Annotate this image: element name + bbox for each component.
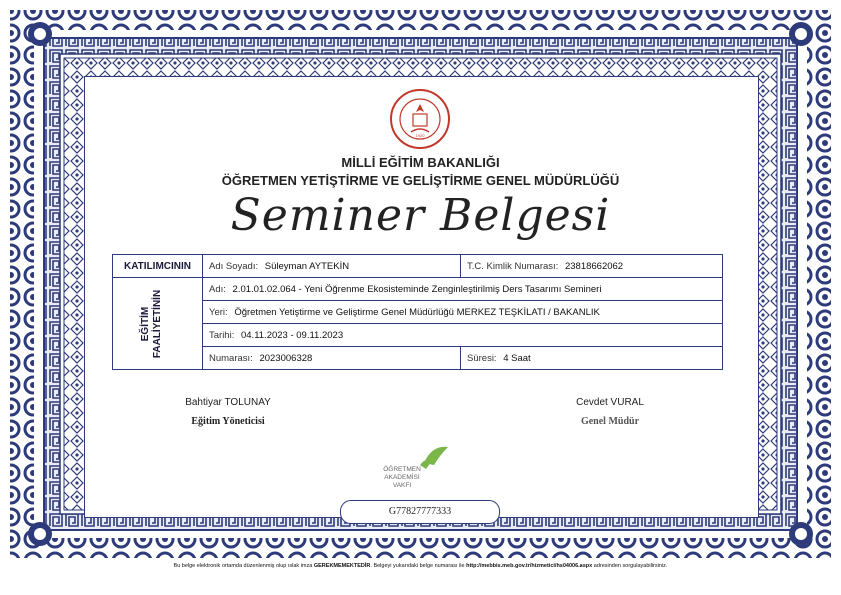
number-value: 2023006328 [259, 352, 313, 364]
left-signatory-role: Eğitim Yöneticisi [191, 416, 265, 427]
name-value: Süleyman AYTEKİN [264, 260, 350, 272]
activity-date-cell [203, 324, 723, 347]
verification-footer [0, 563, 841, 569]
id-value: 23818662062 [564, 260, 624, 272]
activity-name-value: 2.01.01.02.064 - Yeni Öğrenme Ekosisteminde Zenginleştirilmiş Ders Tasarımı Semineri [232, 283, 602, 295]
document-code: G77827777333 [340, 500, 500, 524]
activity-place-cell [203, 301, 723, 324]
footer-text-2: GEREKMEMEKTEDİR [313, 563, 371, 569]
place-value: Öğretmen Yetiştirme ve Geliştirme Genel Müdürlüğü MERKEZ TEŞKİLATI / BAKANLIK [234, 306, 600, 318]
activity-number-cell [203, 347, 461, 370]
directorate-name: ÖĞRETMEN YETİŞTİRME VE GELİŞTİRME GENEL MÜDÜRLÜĞÜ [221, 173, 620, 188]
date-value: 04.11.2023 - 09.11.2023 [240, 329, 344, 341]
oav-line3: VAKFI [392, 482, 412, 489]
footer-text-1: Bu belge elektronik ortamda düzenlenmiş olup ıslak imza [173, 563, 314, 569]
activity-section-label [113, 278, 203, 370]
participant-row [113, 255, 723, 278]
participant-name-cell [203, 255, 461, 278]
activity-name-cell [203, 278, 723, 301]
teacher-academy-logo [380, 441, 462, 491]
info-table [112, 254, 723, 370]
duration-value: 4 Saat [503, 352, 531, 364]
activity-label-line1: EĞİTİM [140, 306, 151, 341]
left-signature [128, 397, 328, 427]
activity-duration-cell [461, 347, 723, 370]
date-label: Tarihi: [209, 329, 235, 341]
activity-number-row [113, 347, 723, 370]
id-label: T.C. Kimlik Numarası: [467, 260, 559, 272]
oav-line1: ÖĞRETMEN [383, 466, 421, 473]
activity-place-row [113, 301, 723, 324]
duration-label: Süresi: [467, 352, 497, 364]
certificate-title: Seminer Belgesi [230, 190, 611, 241]
place-label: Yeri: [209, 306, 228, 318]
verification-link[interactable]: http://mebbis.meb.gov.tr/hizmetici/hs04006.aspx [466, 563, 593, 569]
right-signatory-name: Cevdet VURAL [576, 397, 644, 408]
ministry-name: MİLLİ EĞİTİM BAKANLIĞI [341, 155, 500, 170]
seal-year: 1920 [415, 133, 425, 138]
right-signatory-role: Genel Müdür [580, 416, 640, 427]
activity-name-label: Adı: [209, 283, 226, 295]
activity-name-row [113, 278, 723, 301]
activity-date-row [113, 324, 723, 347]
left-signatory-name: Bahtiyar TOLUNAY [185, 397, 271, 408]
number-label: Numarası: [209, 352, 253, 364]
name-label: Adı Soyadı: [209, 260, 259, 272]
footer-text-3: . Belgeyi yukarıdaki belge numarası ile [370, 563, 467, 569]
activity-label-line2: FAALİYETİNİN [152, 289, 163, 358]
oav-line2: AKADEMİSİ [384, 474, 420, 481]
ministry-seal-icon [389, 88, 451, 150]
footer-text-5: adresinden sorgulayabilirsiniz. [592, 563, 668, 569]
participant-section-label: KATILIMCININ [113, 255, 203, 278]
right-signature [510, 397, 710, 427]
participant-id-cell [461, 255, 723, 278]
